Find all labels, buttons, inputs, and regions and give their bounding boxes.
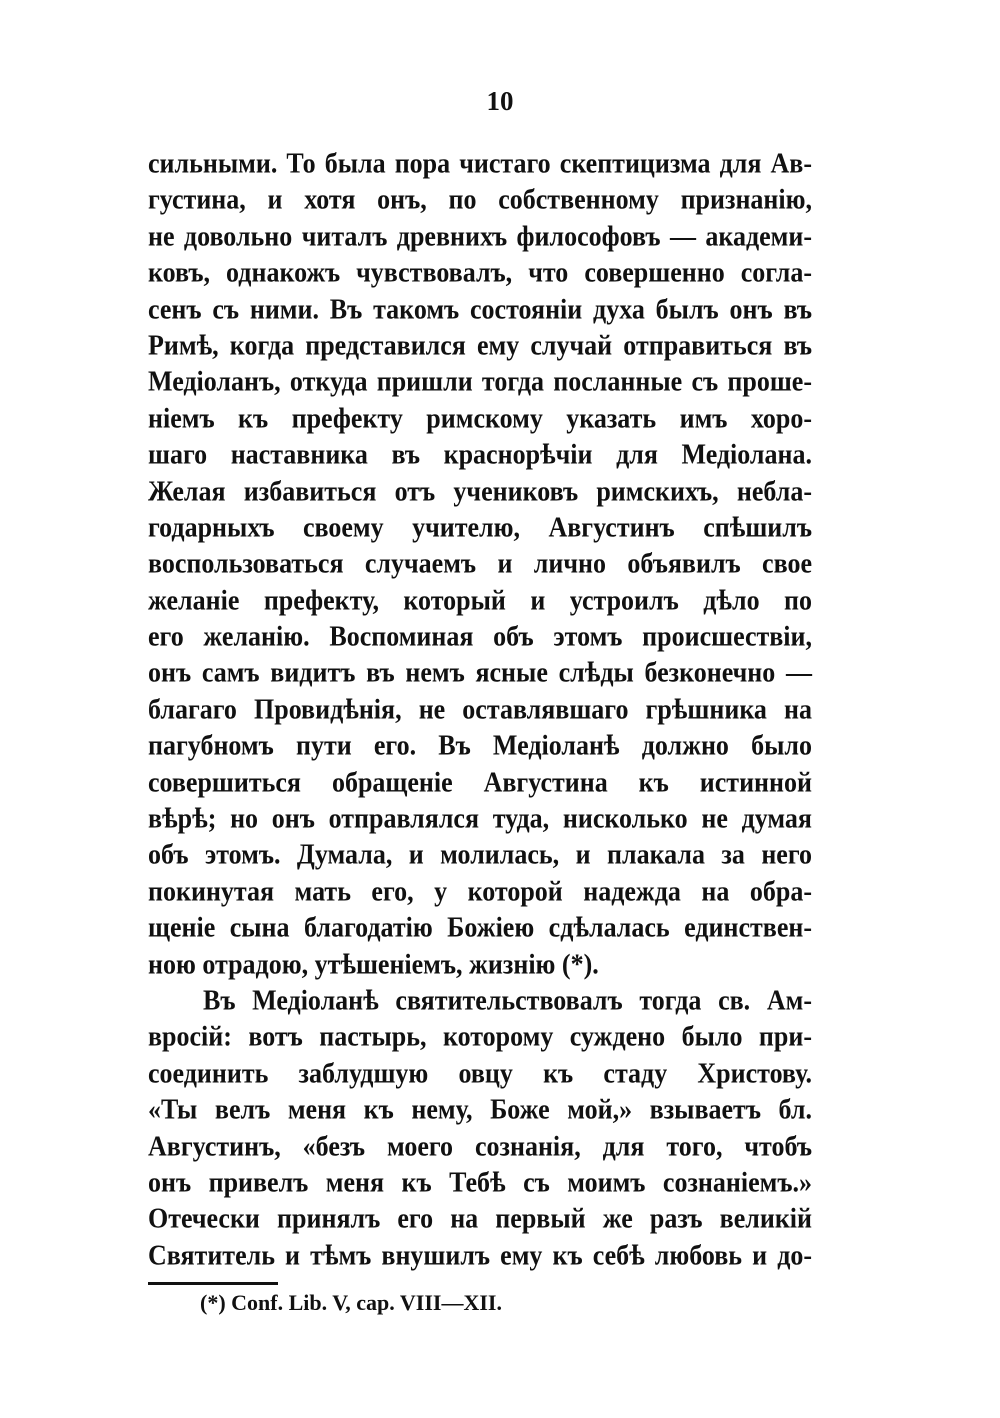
text-line: желаніе префекту, который и устроилъ дѣло по: [148, 584, 812, 616]
text-line: годарныхъ своему учителю, Августинъ спѣшилъ: [148, 511, 812, 544]
text-line: совершиться обращеніе Августина къ истинной: [148, 766, 812, 798]
text-line: благаго Провидѣнія, не оставлявшаго грѣшника на: [148, 693, 812, 725]
text-line: Желая избавиться отъ учениковъ римскихъ, небла-: [148, 475, 812, 507]
text-line: ною отрадою, утѣшеніемъ, жизнію (*).: [148, 948, 599, 980]
text-line: Августинъ, «безъ моего сознанія, для того, чтобъ: [148, 1130, 812, 1162]
text-line: вѣрѣ; но онъ отправлялся туда, нисколько не думая: [148, 802, 812, 835]
text-line: густина, и хотя онъ, по собственному признанію,: [148, 184, 812, 216]
footnote: (*) Conf. Lib. V, cap. VIII—XII.: [200, 1290, 502, 1315]
text-line: сильными. То была пора чистаго скептицизма для Ав-: [148, 147, 812, 180]
text-line: шаго наставника въ краснорѣчіи для Медіолана.: [148, 438, 812, 471]
text-line: воспользоваться случаемъ и лично объявилъ свое: [148, 548, 812, 580]
text-line: Отечески принялъ его на первый же разъ великій: [148, 1203, 812, 1235]
text-line: ковъ, однакожъ чувствовалъ, что совершенно согла-: [148, 256, 812, 289]
text-line: онъ самъ видитъ въ немъ ясные слѣды безконечно —: [148, 657, 812, 689]
paragraph: [148, 146, 812, 983]
text-line: соединить заблудшую овцу къ стаду Христову.: [148, 1057, 812, 1089]
text-line: Римѣ, когда представился ему случай отправиться въ: [148, 329, 812, 362]
text-line: покинутая мать его, у которой надежда на обра-: [148, 875, 812, 907]
text-line: пагубномъ пути его. Въ Медіоланѣ должно было: [148, 730, 812, 762]
text-line: онъ привелъ меня къ Тебѣ съ моимъ сознаніемъ.»: [148, 1166, 812, 1199]
footnote-divider: [148, 1282, 278, 1285]
text-line: ніемъ къ префекту римскому указать имъ хоро-: [148, 402, 812, 434]
page-number: 10: [486, 86, 514, 116]
text-line: «Ты велъ меня къ нему, Боже мой,» взываетъ бл.: [148, 1093, 812, 1126]
paragraph: [148, 983, 812, 1274]
body-text: [148, 146, 812, 1274]
text-line: Медіоланъ, откуда пришли тогда посланные съ проше-: [148, 366, 812, 398]
text-line: сенъ съ ними. Въ такомъ состояніи духа былъ онъ въ: [148, 293, 812, 325]
text-line: вросій: вотъ пастырь, которому суждено было при-: [148, 1021, 812, 1053]
text-line: не довольно читалъ древнихъ философовъ — академи-: [148, 220, 812, 252]
text-line: его желанію. Воспоминая объ этомъ происшествіи,: [148, 620, 812, 653]
text-line: Въ Медіоланѣ святительствовалъ тогда св. Ам-: [203, 984, 812, 1017]
text-line: Святитель и тѣмъ внушилъ ему къ себѣ любовь и до-: [148, 1239, 812, 1271]
text-line: объ этомъ. Думала, и молилась, и плакала за него: [148, 839, 812, 871]
text-line: щеніе сына благодатію Божіею сдѣлалась единствен-: [148, 911, 812, 944]
